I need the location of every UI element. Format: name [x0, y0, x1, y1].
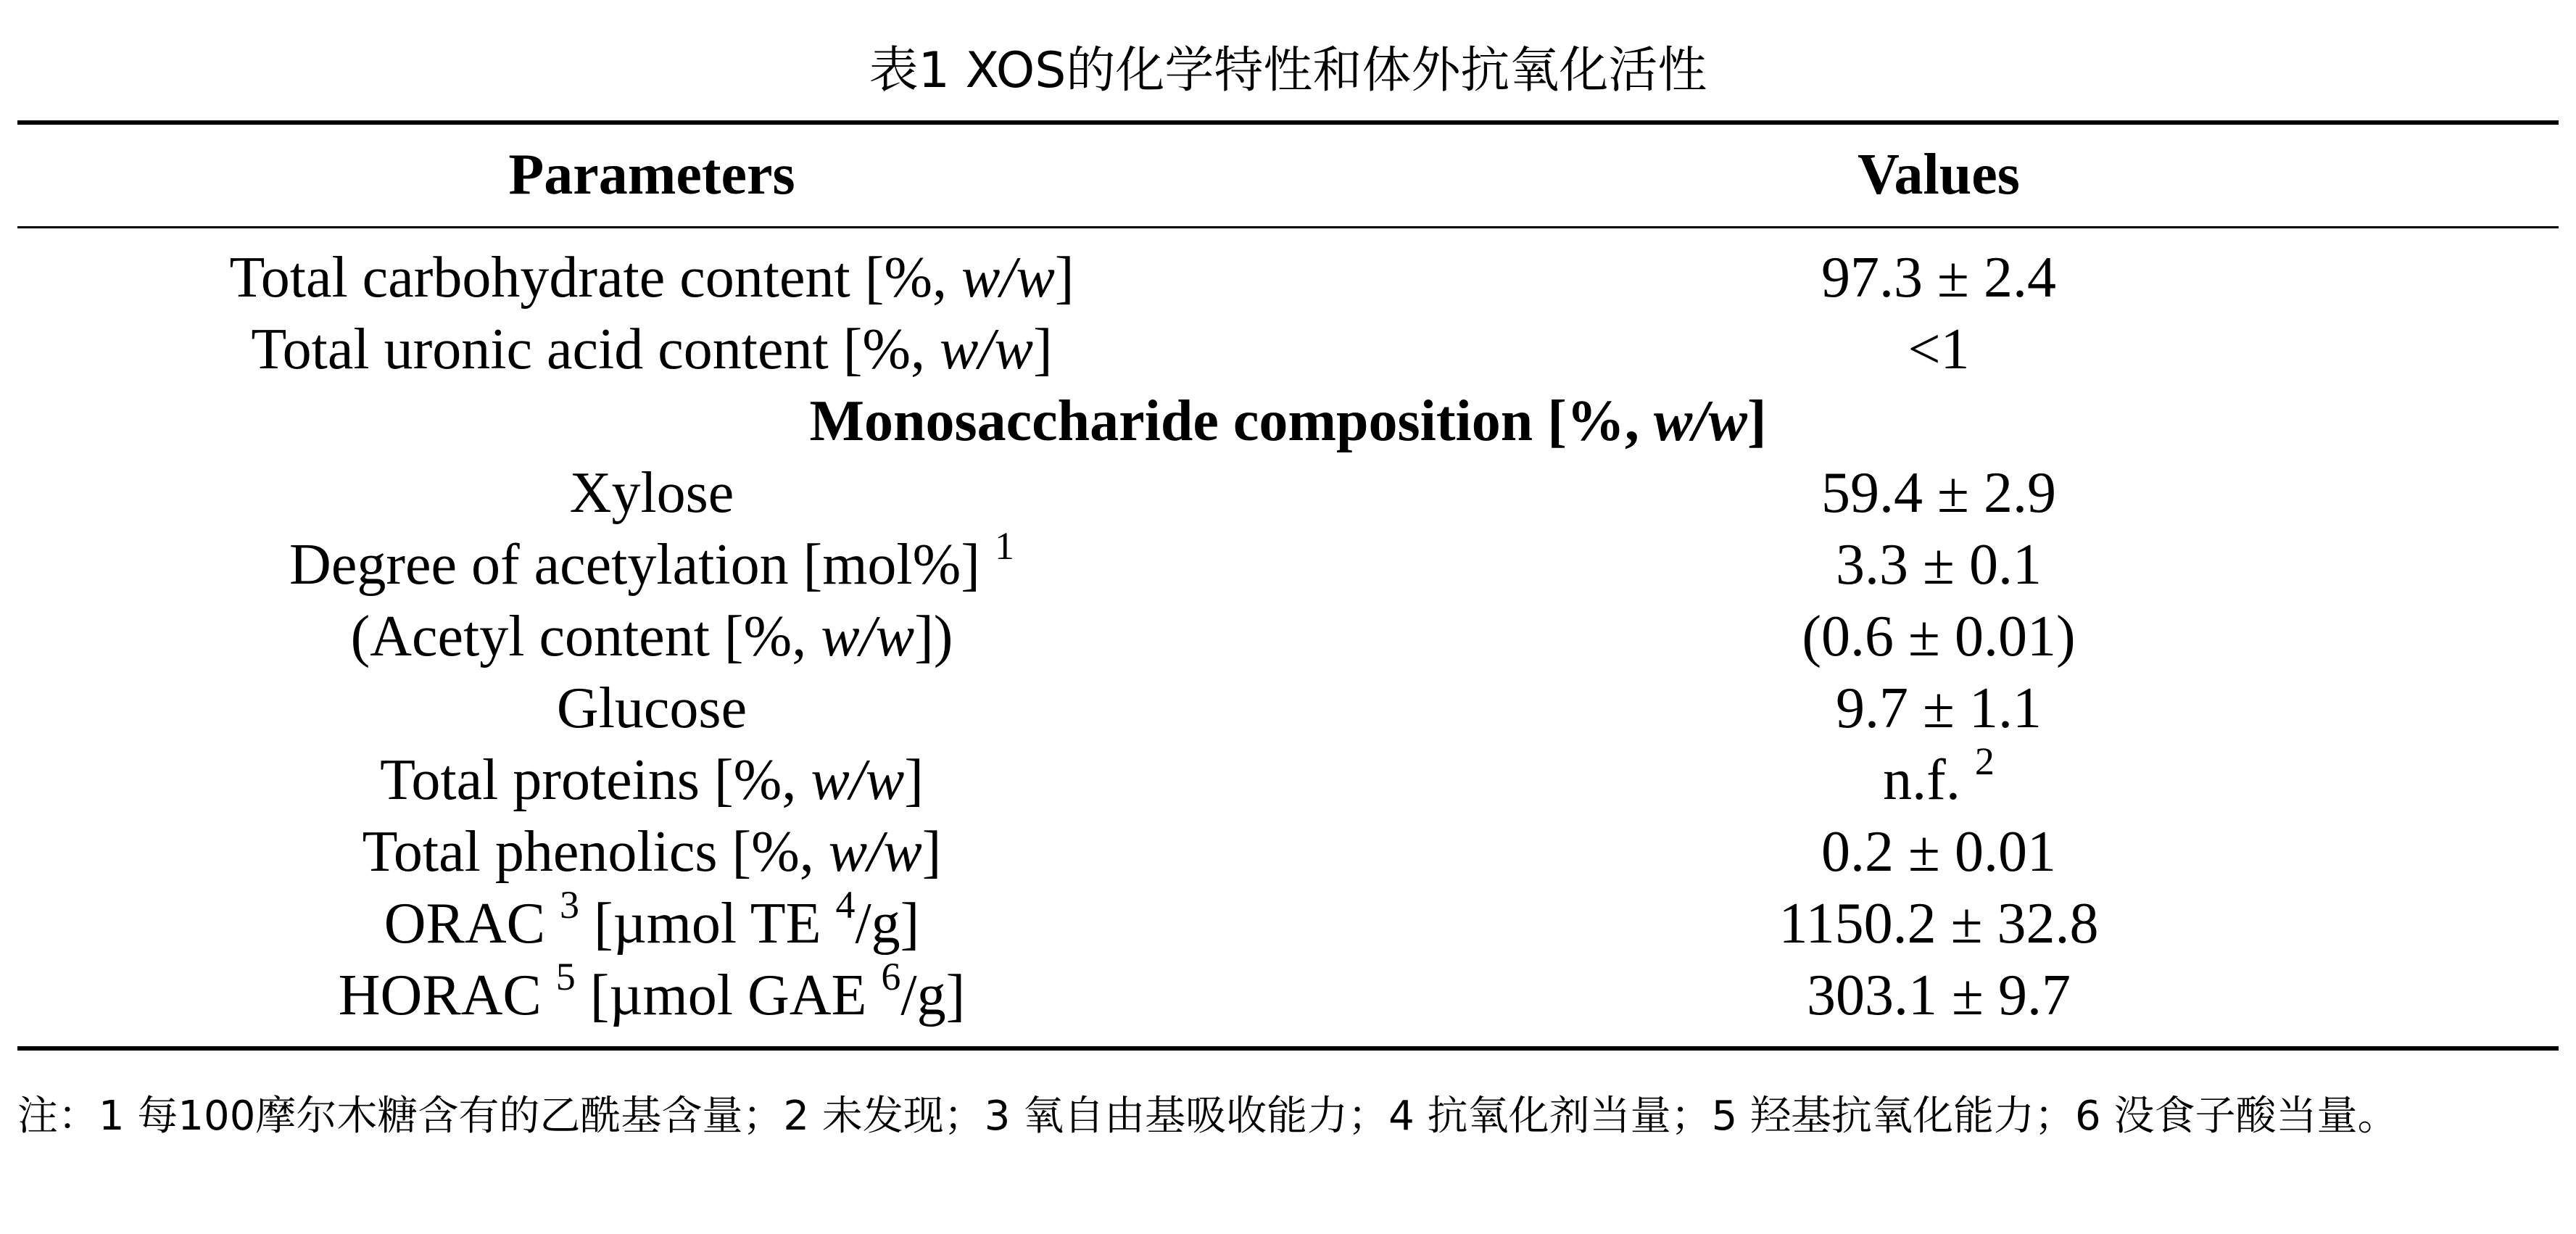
row-value: <1	[1908, 318, 1970, 381]
row-label: Glucose	[556, 676, 747, 740]
section-row	[17, 385, 2559, 457]
row-value: (0.6 ± 0.01)	[1802, 605, 2076, 668]
table-caption: 表1 XOS的化学特性和体外抗氧化活性	[869, 42, 1707, 99]
table-row	[17, 672, 2559, 745]
row-value: 1150.2 ± 32.8	[1778, 892, 2099, 956]
row-label: Total proteins [%, w/w]	[380, 748, 924, 812]
row-label: Total carbohydrate content [%, w/w]	[229, 246, 1074, 310]
row-value: 9.7 ± 1.1	[1836, 676, 2042, 740]
footnote-marker: 5	[555, 955, 576, 999]
row-label: Degree of acetylation [mol%] $^1$	[289, 524, 1014, 597]
bottom-rule	[17, 1046, 2559, 1051]
table-row	[17, 600, 2559, 673]
header-row	[17, 138, 2559, 211]
row-value: n.f. $^2$	[1883, 740, 1995, 812]
table-row	[17, 883, 2559, 960]
row-label: Xylose	[569, 461, 734, 525]
table-row	[17, 740, 2559, 816]
header-rule	[17, 226, 2559, 228]
table-row	[17, 457, 2559, 529]
row-label: ORAC $^3$ [µmol TE $^4$/g]	[384, 883, 920, 956]
row-value: 97.3 ± 2.4	[1821, 246, 2056, 310]
section-heading: Monosaccharide composition [%, w/w]	[809, 389, 1767, 453]
footnote-marker: 2	[1974, 740, 1995, 784]
row-label: (Acetyl content [%, w/w])	[350, 605, 953, 668]
header-parameters: Parameters	[508, 143, 795, 207]
row-label: Total uronic acid content [%, w/w]	[251, 318, 1053, 381]
table-row	[17, 313, 2559, 386]
table-row	[17, 955, 2559, 1032]
footnote-marker: 4	[835, 883, 856, 927]
row-value: 0.2 ± 0.01	[1821, 820, 2056, 884]
footnote-marker: 1	[994, 524, 1014, 568]
row-label: Total phenolics [%, w/w]	[362, 820, 942, 884]
header-values: Values	[1858, 143, 2020, 207]
row-label: HORAC $^5$ [µmol GAE $^6$/g]	[338, 955, 966, 1027]
row-value: 3.3 ± 0.1	[1836, 533, 2042, 597]
row-value: 303.1 ± 9.7	[1807, 964, 2071, 1027]
footnote-marker: 3	[559, 883, 579, 927]
table-row	[17, 241, 2559, 314]
table-footnote: 注：1 每100摩尔木糖含有的乙酰基含量；2 未发现；3 氧自由基吸收能力；4 抗氧化剂当量；5 羟基抗氧化能力；6 没食子酸当量。	[17, 1093, 2398, 1140]
table-row	[17, 524, 2559, 601]
footnote-marker: 6	[881, 955, 901, 999]
row-value: 59.4 ± 2.9	[1821, 461, 2056, 525]
top-rule	[17, 120, 2559, 125]
table-row	[17, 816, 2559, 888]
